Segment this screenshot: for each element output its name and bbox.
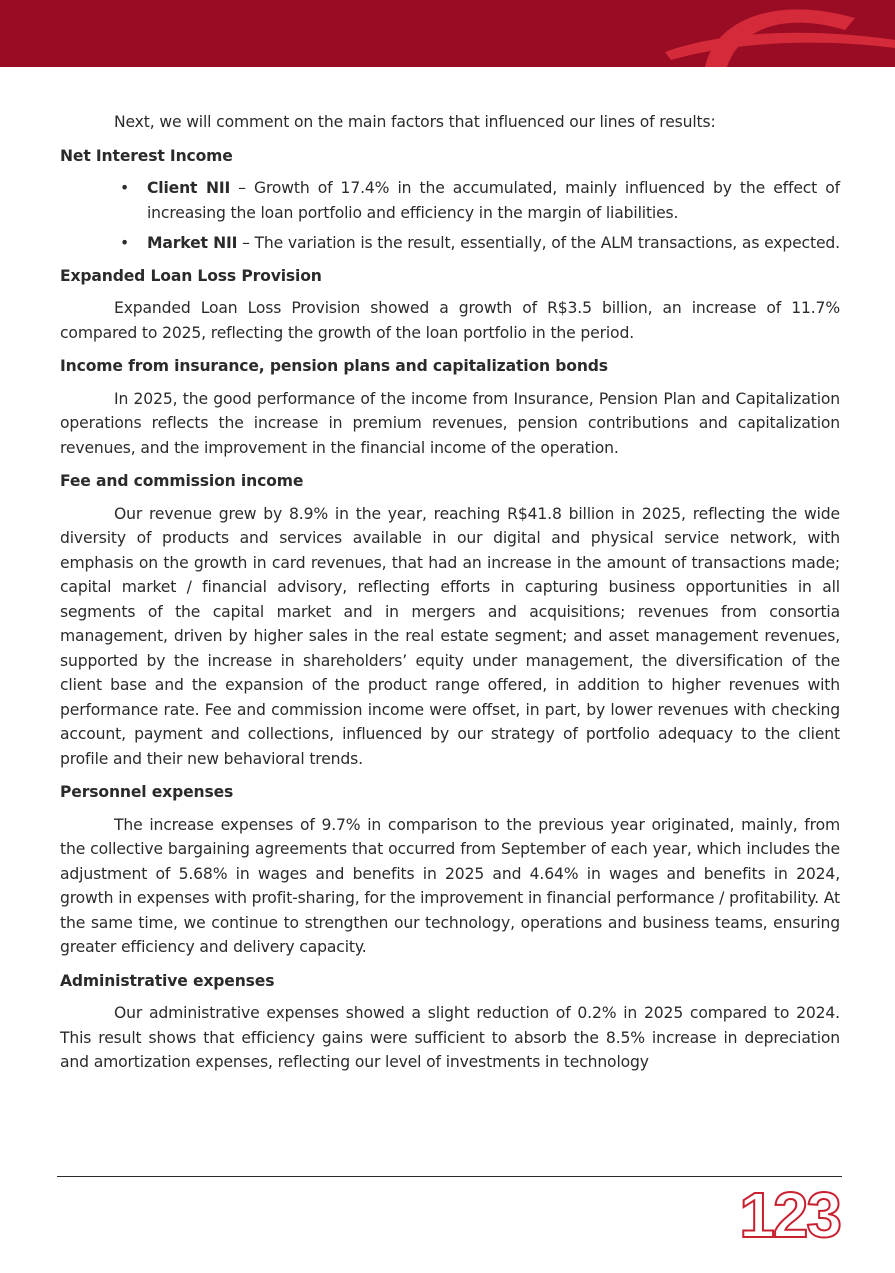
bullet-term: Market NII: [147, 234, 238, 252]
loan-loss-provision-paragraph: Expanded Loan Loss Provision showed a growth of R$3.5 billion, an increase of 11.7% compared to 2025, reflecting the growth of the loan portfolio in the period.: [60, 299, 840, 342]
header-band: [0, 0, 895, 67]
bullet-icon: •: [120, 234, 130, 252]
bullet-icon: •: [120, 179, 130, 197]
list-item: [120, 176, 840, 225]
list-item: [120, 231, 840, 256]
nii-bullet-list: [60, 176, 840, 256]
bullet-text: – Growth of 17.4% in the accumulated, mainly influenced by the effect of increasing the loan portfolio and efficiency in the margin of liabilities.: [147, 179, 840, 222]
document-body: [60, 110, 840, 1084]
fee-commission-paragraph: Our revenue grew by 8.9% in the year, reaching R$41.8 billion in 2025, reflecting the wide diversity of products and services available in our digital and physical service network, with emphasis on the growth in card revenues, that had an increase in the amount of transactions made; capital market / financial advisory, reflecting efforts in capturing business opportunities in all segments of the capital market and in mergers and acquisitions; revenues from consortia management, driven by higher sales in the real estate segment; and asset management revenues, supported by the increase in shareholders’ equity under management, the diversification of the client base and the expansion of the product range offered, in addition to higher revenues with performance rate. Fee and commission income were offset, in part, by lower revenues with checking account, payment and collections, influenced by our strategy of portfolio adequacy to the client profile and their new behavioral trends.: [60, 504, 840, 768]
bullet-text: – The variation is the result, essentially, of the ALM transactions, as expected.: [237, 234, 840, 252]
heading-personnel-expenses: Personnel expenses: [60, 783, 234, 801]
administrative-expenses-paragraph: Our administrative expenses showed a slight reduction of 0.2% in 2025 compared to 2024. This result shows that efficiency gains were sufficient to absorb the 8.5% increase in depreciation and amortization expenses, reflecting our level of investments in technology: [60, 1004, 840, 1071]
bullet-term: Client NII: [147, 179, 231, 197]
heading-net-interest-income: Net Interest Income: [60, 146, 233, 165]
intro-paragraph: Next, we will comment on the main factors that influenced our lines of results:: [114, 113, 716, 131]
insurance-income-paragraph: In 2025, the good performance of the income from Insurance, Pension Plan and Capitalization operations reflects the increase in premium revenues, pension contributions and capitalization revenues, and the improvement in the financial income of the operation.: [60, 389, 840, 457]
heading-loan-loss-provision: Expanded Loan Loss Provision: [60, 266, 322, 285]
personnel-expenses-paragraph: The increase expenses of 9.7% in comparison to the previous year originated, mainly, from the collective bargaining agreements that occurred from September of each year, which includes the adjustment of 5.68% in wages and benefits in 2025 and 4.64% in wages and benefits in 2024, growth in expenses with profit-sharing, for the improvement in financial performance / profitability. At the same time, we continue to strengthen our technology, operations and business teams, ensuring greater efficiency and delivery capacity.: [60, 815, 840, 956]
heading-fee-commission-income: Fee and commission income: [60, 472, 304, 490]
brand-logo-icon: [665, 0, 895, 67]
page-number: 123: [739, 1179, 840, 1251]
footer-divider: [57, 1176, 842, 1177]
heading-administrative-expenses: Administrative expenses: [60, 971, 275, 990]
heading-insurance-income: Income from insurance, pension plans and capitalization bonds: [60, 357, 608, 375]
